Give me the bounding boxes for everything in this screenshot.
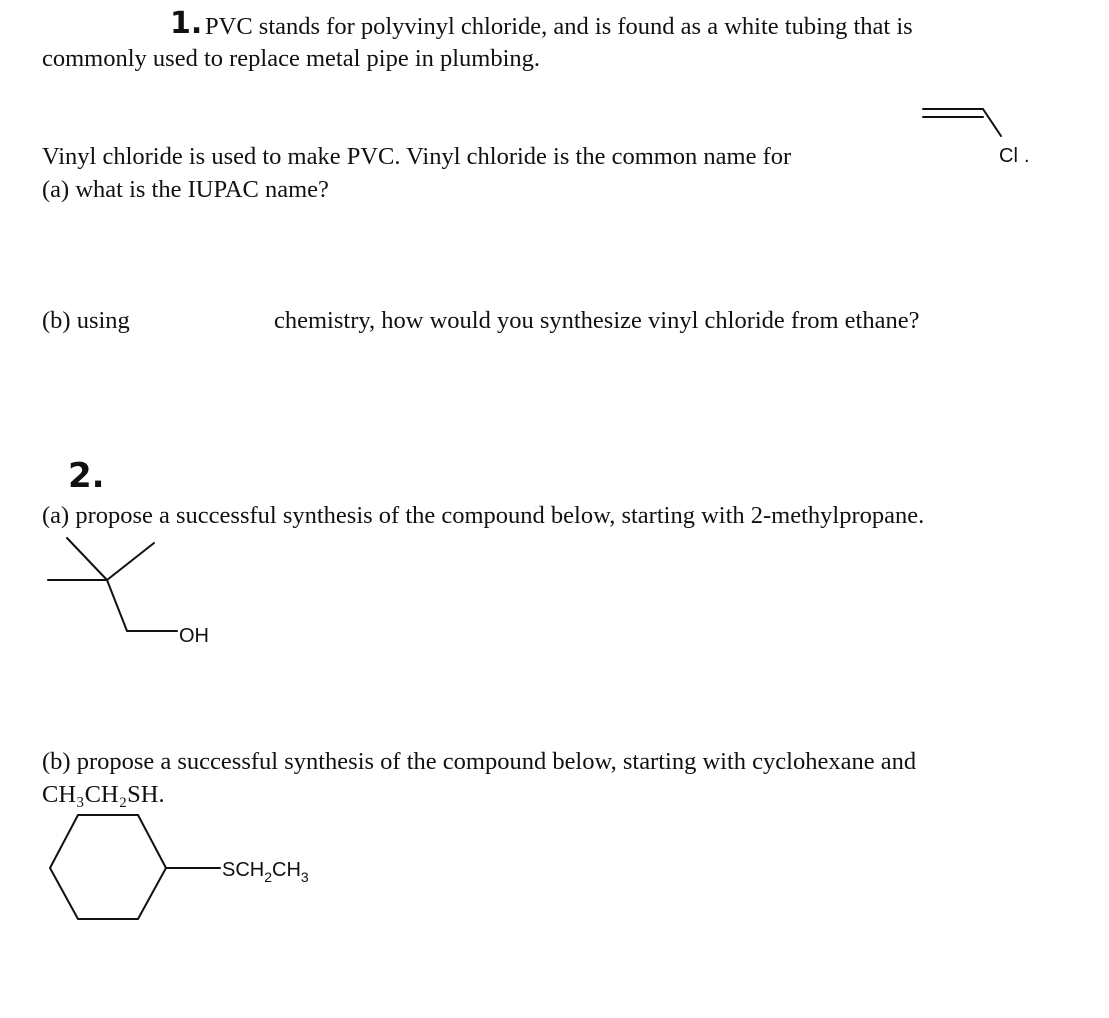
bond-upper-right-methyl: [107, 543, 154, 580]
sub-3: 3: [300, 869, 309, 885]
q1-part-b-suffix: chemistry, how would you synthesize vinyl chloride from ethane?: [274, 307, 920, 334]
q2-part-a-question: (a) propose a successful synthesis of the compound below, starting with 2-methylpropane.: [42, 502, 925, 529]
q1-vinyl-line-1: Vinyl chloride is used to make PVC. Vinyl chloride is the common name for: [42, 143, 792, 170]
vinyl-chloride-structure: [915, 100, 1055, 172]
hydroxyl-label: OH: [179, 625, 209, 647]
sub-2: 2: [264, 869, 273, 885]
bond-upper-left-methyl: [67, 538, 107, 580]
question-1-number: 1.: [170, 6, 203, 41]
question-2-number: 2.: [68, 456, 105, 496]
cyclohexane-ring: [50, 815, 166, 919]
structure-period: .: [1024, 145, 1030, 167]
sch2ch3-label: [222, 859, 309, 885]
cyclohexyl-ethyl-sulfide-structure: [40, 805, 360, 930]
chlorine-label: Cl: [999, 145, 1018, 167]
sch-text: SCH: [222, 859, 265, 881]
bond-quaternary-to-ch2: [107, 580, 127, 631]
q2-part-b-line-1: (b) propose a successful synthesis of the compound below, starting with cyclohexane and: [42, 748, 917, 775]
q1-intro-line-2: commonly used to replace metal pipe in plumbing.: [42, 45, 541, 72]
q2-part-b-line-2: CH₃CH₂SH.: [42, 781, 165, 808]
q1-part-a-question: (a) what is the IUPAC name?: [42, 176, 329, 203]
ch-text: CH: [272, 859, 301, 881]
neopentyl-alcohol-structure: [40, 530, 240, 660]
q1-part-b-prefix: (b) using: [42, 307, 130, 334]
c-cl-bond: [983, 109, 1001, 136]
q1-intro-line-1: PVC stands for polyvinyl chloride, and is found as a white tubing that is: [205, 13, 913, 40]
